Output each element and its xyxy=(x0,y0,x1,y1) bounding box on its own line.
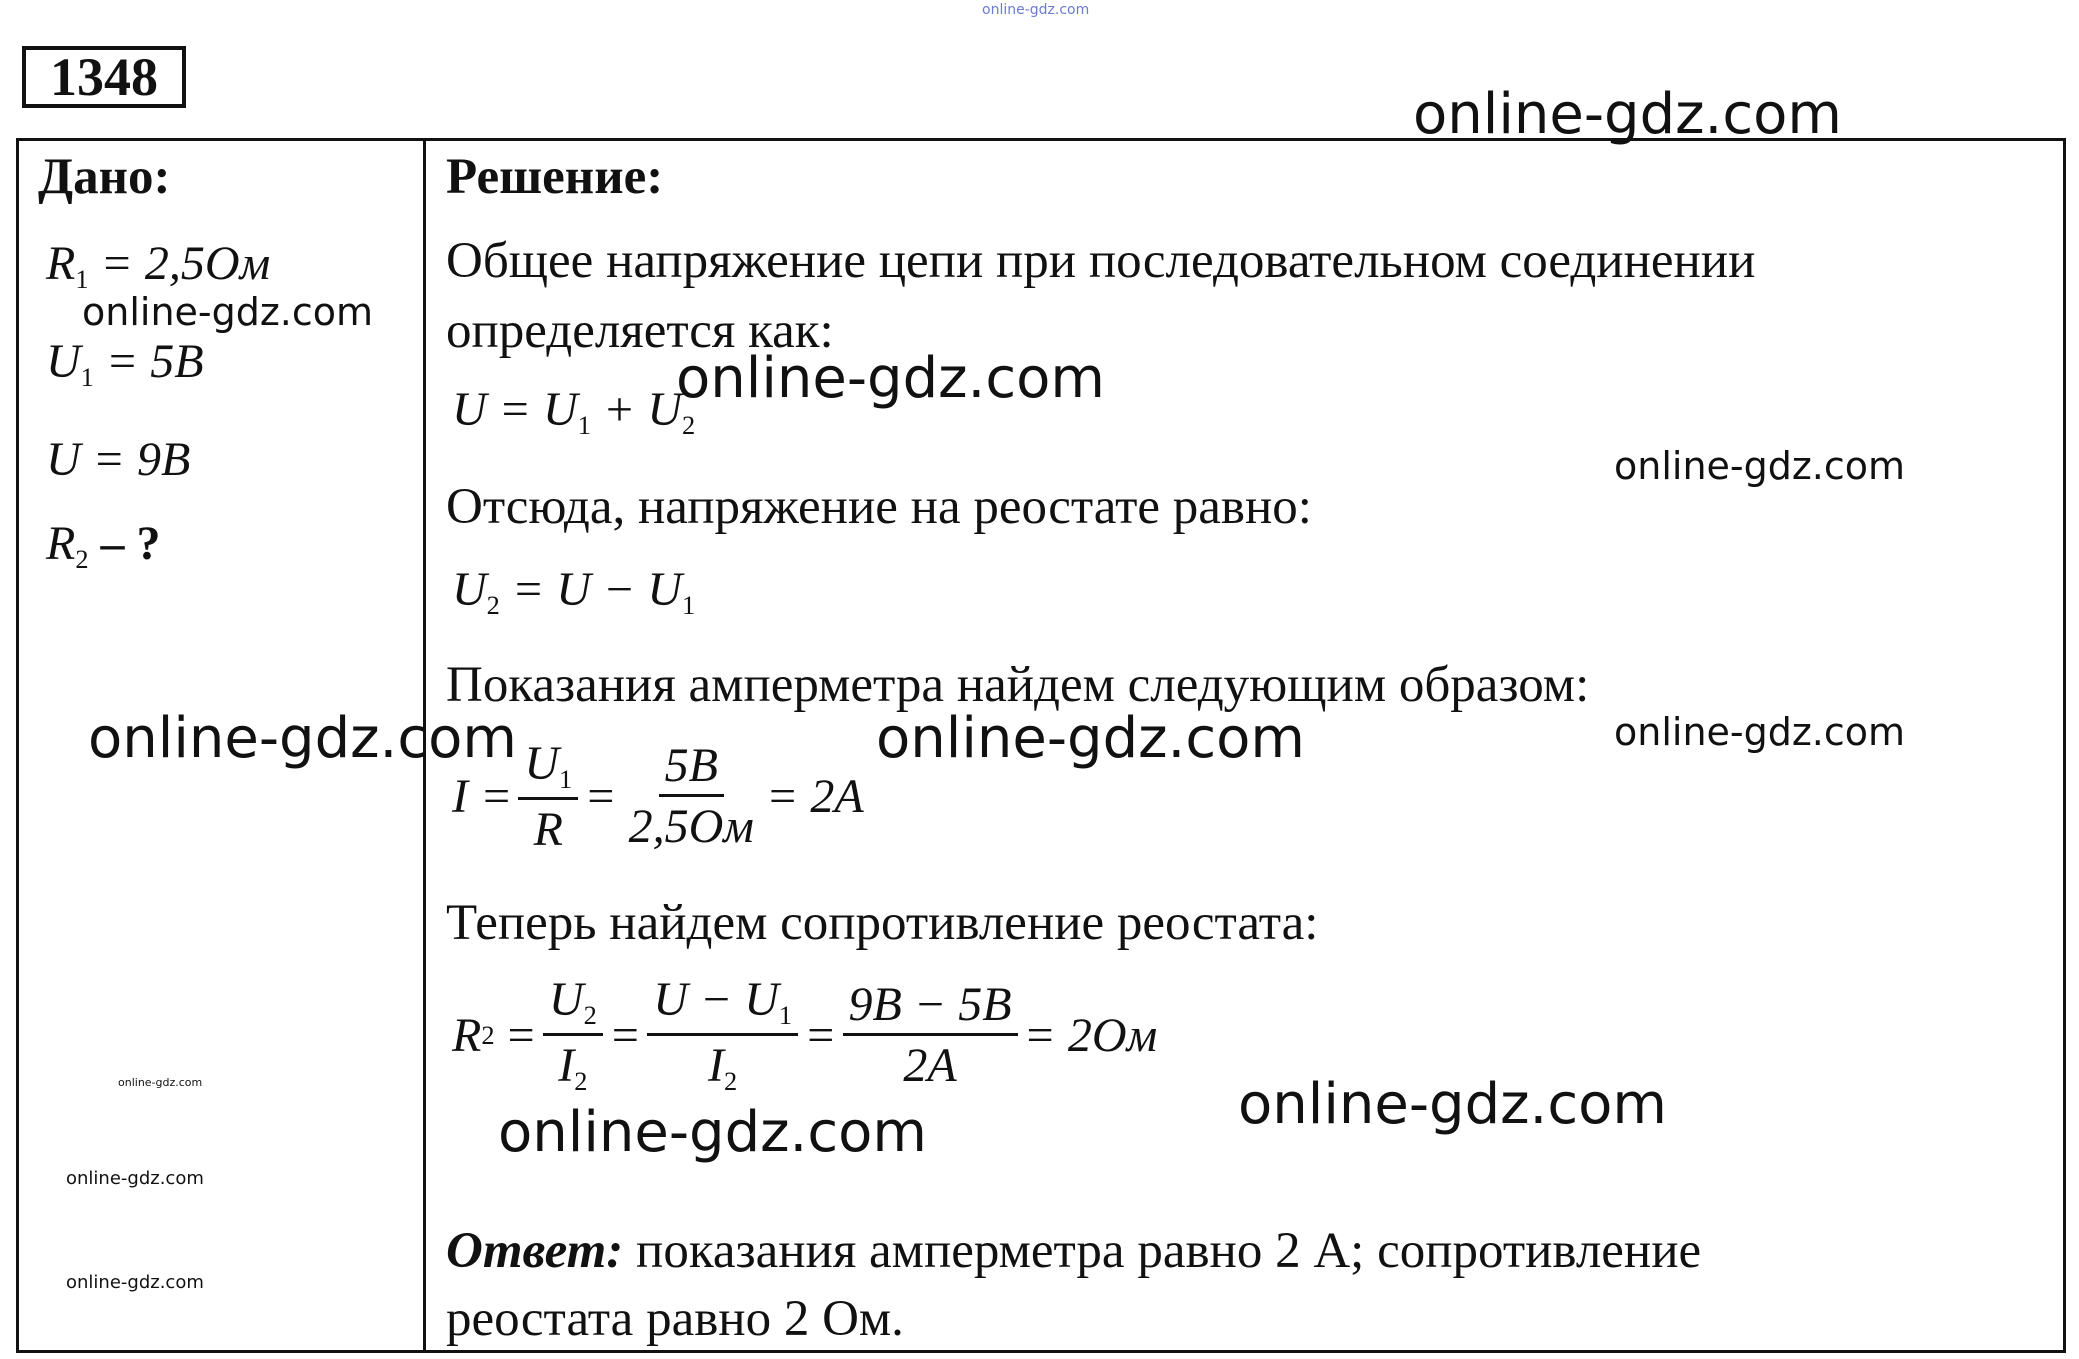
watermark-right-2: online-gdz.com xyxy=(1614,710,1906,754)
given-heading: Дано: xyxy=(38,149,171,205)
watermark-small-1: online-gdz.com xyxy=(66,1168,204,1189)
formula-resistance: R 2 = $\frac{U_2}{I_2}$ = $\frac{U - U_1}{I_2}$ = $\frac{9В - 5В}{2А}$ = 2Ом xyxy=(452,973,1158,1096)
given-u: U = 9В xyxy=(46,433,191,486)
watermark-bottom-right: online-gdz.com xyxy=(1238,1072,1667,1137)
watermark-center-middle: online-gdz.com xyxy=(876,706,1305,771)
solution-heading: Решение: xyxy=(446,149,664,205)
given-r1: $R_1 = 2,5Ом$ xyxy=(46,237,271,295)
watermark-formula-1: online-gdz.com xyxy=(676,346,1105,411)
watermark-header: online-gdz.com xyxy=(1413,82,1842,147)
formula-current: I = $\frac{U_1}{R}$ = $\frac{5В}{2,5Ом}$ = 2А xyxy=(452,737,864,856)
given-r2: $R_2$ – ? xyxy=(46,517,161,575)
answer-line-2: реостата равно 2 Ом. xyxy=(446,1291,904,1347)
given-u1: $U_1 = 5В$ xyxy=(46,335,204,393)
formula-rheostat-voltage: $U_2 = U - U_1$ xyxy=(452,563,696,621)
watermark-given: online-gdz.com xyxy=(82,290,374,334)
watermark-small-2: online-gdz.com xyxy=(66,1272,204,1293)
watermark-right-1: online-gdz.com xyxy=(1614,444,1906,488)
answer-label: Ответ: xyxy=(446,1223,624,1279)
watermark-left-middle: online-gdz.com xyxy=(88,706,517,771)
solution-text-5: Теперь найдем сопротивление реостата: xyxy=(446,895,1319,951)
answer-line-1 xyxy=(446,1222,1701,1280)
solution-text-1: Общее напряжение цепи при последовательном соединении xyxy=(446,233,1756,289)
watermark-bottom-center: online-gdz.com xyxy=(498,1100,927,1165)
formula-total-voltage: $U = U_1 + U_2$ xyxy=(452,383,696,441)
solution-text-3: Отсюда, напряжение на реостате равно: xyxy=(446,479,1312,535)
watermark-top: online-gdz.com xyxy=(982,2,1090,18)
watermark-tiny: online-gdz.com xyxy=(118,1076,203,1089)
solution-text-2: определяется как: xyxy=(446,303,834,359)
answer-text: показания амперметра равно 2 А; сопротивление xyxy=(623,1223,1702,1279)
solution-text-4: Показания амперметра найдем следующим образом: xyxy=(446,657,1590,713)
problem-number: 1348 xyxy=(22,46,186,108)
